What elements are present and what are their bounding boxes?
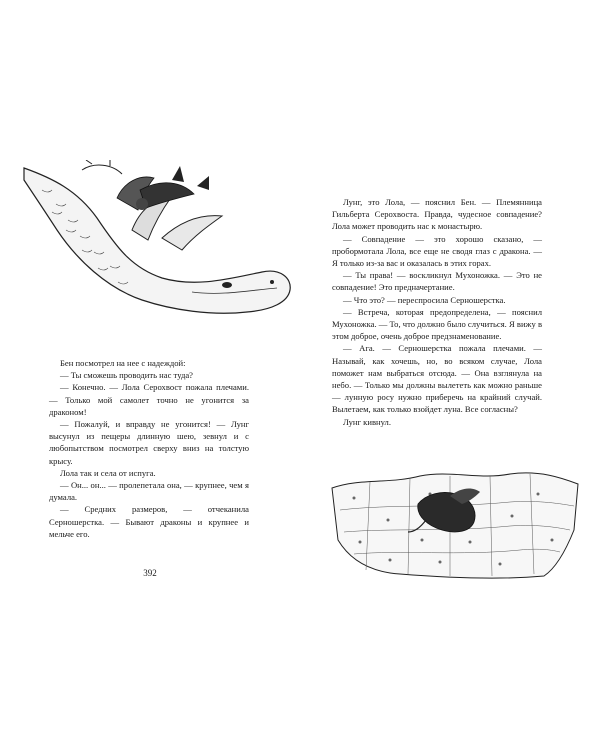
paragraph: Лунг, это Лола, — пояснил Бен. — Племянница Гильберта Серохвоста. Правда, чудесное совпадение? Лола может проводить нас к монастырю. xyxy=(332,197,542,232)
right-page xyxy=(300,0,600,750)
paragraph: — Встреча, которая предопределена, — пояснил Мухоножка. — То, что должно было случиться. Я вижу в этом доброе, очень доброе предзнаменование. xyxy=(332,306,542,342)
paragraph: Лунг кивнул. xyxy=(343,416,391,427)
blanket-illustration xyxy=(330,470,580,580)
dragon-illustration xyxy=(22,160,302,338)
paragraph: Бен посмотрел на нее с надеждой: xyxy=(60,358,186,368)
paragraph: — Что это? — переспросила Серношерстка. xyxy=(343,294,506,305)
paragraph: — Он... он... — пролепетала она, — крупнее, чем я думала. xyxy=(49,480,249,503)
paragraph: — Ты сможешь проводить нас туда? xyxy=(60,370,193,381)
paragraph: — Ага. — Серношерстка пожала плечами. — Называй, как хочешь, но, во всяком случае, Лола поможет нам выбраться отсюда. — Она взглянула на небо. — Только мы должны вылететь как можно раньше — лунную росу нужно приберечь на крайний случай. Вылетаем, как только взойдет луна. Все согласны? xyxy=(332,343,542,415)
paragraph: Лола так и села от испуга. xyxy=(60,467,156,478)
paragraph: — Ты права! — воскликнул Мухоножка. — Это не совпадение! Это предначертание. xyxy=(332,270,542,293)
paragraph: — Пожалуй, и вправду не угонится! — Лунг высунул из пещеры длинную шею, зевнул и с любопытством посмотрел сверху вниз на толстую крысу. xyxy=(49,419,249,466)
left-text-column xyxy=(49,357,249,540)
right-text-column xyxy=(332,196,542,428)
paragraph: — Совпадение — это хорошо сказано, — пробормотала Лола, все еще не сводя глаз с дракона. — Я только из-за вас и оказалась в этих горах. xyxy=(332,233,542,269)
paragraph: — Конечно. — Лола Серохвост пожала плечами. — Только мой самолет точно не угонится за драконом! xyxy=(49,382,249,417)
page-number: 392 xyxy=(143,568,157,578)
paragraph: — Средних размеров, — отчеканила Серношерстка. — Бывают драконы и крупнее и мельче его. xyxy=(49,504,249,539)
